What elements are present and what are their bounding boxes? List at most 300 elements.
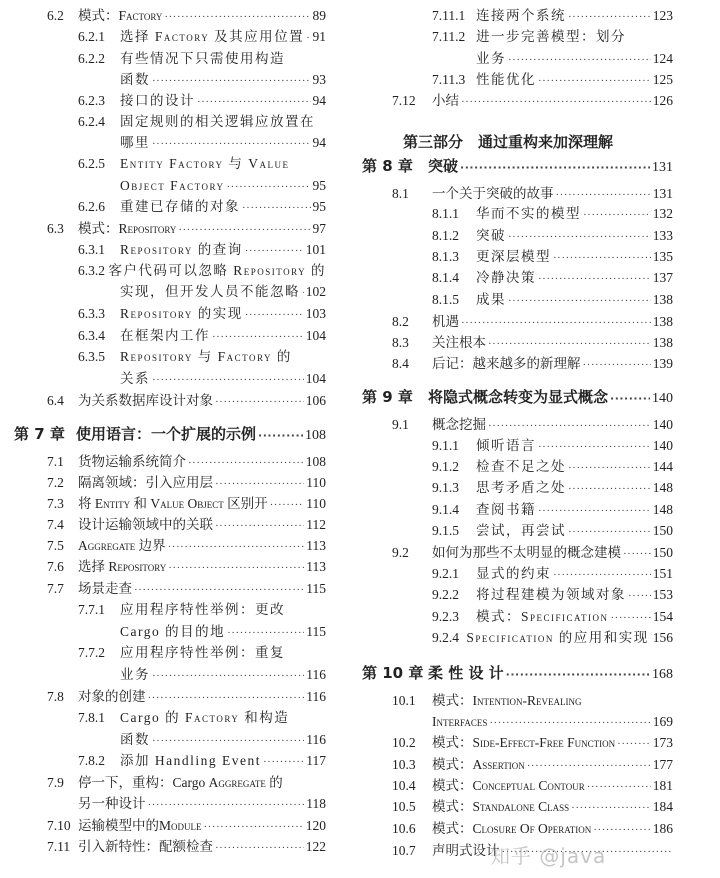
page-number: 184 <box>652 799 673 814</box>
section-title: 模式：Repository <box>78 221 177 236</box>
dot-leader <box>168 536 305 557</box>
section-title: 成果 <box>476 292 506 307</box>
page-number: 140 <box>652 438 673 453</box>
section-title: 隔离领域：引入应用层 <box>78 475 213 490</box>
toc-entry[interactable] <box>47 391 326 412</box>
toc-entry[interactable] <box>120 730 326 751</box>
dot-leader <box>227 176 311 197</box>
section-number: 8.2 <box>392 314 409 329</box>
page-number: 91 <box>312 29 326 44</box>
dot-leader <box>538 436 651 457</box>
section-title: Repository 的查询 <box>120 242 243 257</box>
page-number: 93 <box>312 72 326 87</box>
section-title: 模式：Closure Of Operation <box>432 821 592 836</box>
toc-entry[interactable] <box>47 473 326 494</box>
dot-leader <box>215 837 304 858</box>
toc-entry[interactable] <box>432 436 673 457</box>
toc-entry[interactable] <box>78 347 326 367</box>
section-number: 7.7.2 <box>78 645 105 660</box>
watermark: 知乎 @java <box>490 844 607 868</box>
page-number: 169 <box>652 714 673 729</box>
page-number: 110 <box>306 475 326 490</box>
page-number: 138 <box>652 292 673 307</box>
section-title: 冷静决策 <box>476 270 536 285</box>
section-title: 关系 <box>120 371 150 386</box>
toc-chapter-entry[interactable] <box>362 663 673 685</box>
section-number: 第 9 章 <box>362 388 413 406</box>
page-number: 94 <box>312 93 326 108</box>
toc-entry[interactable] <box>120 622 326 643</box>
dot-leader <box>245 304 304 325</box>
toc-entry[interactable] <box>476 49 673 70</box>
page-number: 95 <box>312 178 326 193</box>
page-number: 138 <box>652 335 673 350</box>
dot-leader <box>571 797 651 818</box>
section-title: 场景走查 <box>78 581 132 596</box>
section-number: 第 8 章 <box>362 157 413 175</box>
section-title: 选择 Repository <box>78 559 167 574</box>
page-number: 118 <box>306 796 326 811</box>
section-title: 引入新特性：配额检查 <box>78 839 213 854</box>
page-number: 115 <box>306 624 326 639</box>
toc-entry[interactable] <box>392 733 673 754</box>
page-number: 104 <box>305 328 326 343</box>
dot-leader <box>461 312 651 333</box>
section-number: 7.3 <box>47 496 64 511</box>
toc-entry[interactable] <box>392 333 673 354</box>
toc-entry[interactable] <box>78 197 326 218</box>
section-title: 声明式设计 <box>432 843 500 858</box>
toc-entry[interactable] <box>392 755 673 776</box>
section-title: 将 Entity 和 Value Object 区别开 <box>78 496 268 511</box>
dot-leader <box>488 333 651 354</box>
dot-leader <box>168 557 304 578</box>
dot-leader <box>215 515 304 536</box>
dot-leader <box>583 204 651 225</box>
dot-leader <box>152 70 311 91</box>
section-title: 停一下，重构：Cargo Aggregate 的 <box>78 775 283 790</box>
toc-entry[interactable] <box>78 240 326 261</box>
toc-entry[interactable] <box>47 515 326 536</box>
toc-entry[interactable] <box>78 326 326 347</box>
section-number: 7.8.1 <box>78 710 105 725</box>
section-title: 为关系数据库设计对象 <box>78 393 213 408</box>
toc-entry[interactable] <box>432 6 673 27</box>
section-title: 柔 性 设 计 <box>428 664 504 682</box>
dot-leader <box>553 564 651 585</box>
section-title: 哪里 <box>120 135 150 150</box>
section-title: 将过程建模为领域对象 <box>476 587 626 602</box>
page-number: 115 <box>306 581 326 596</box>
section-number: 9.2.1 <box>432 566 459 581</box>
dot-leader <box>538 500 651 521</box>
page-number: 102 <box>305 284 326 299</box>
dot-leader <box>188 452 304 473</box>
toc-entry[interactable] <box>78 643 326 663</box>
toc-entry[interactable] <box>47 773 326 793</box>
dot-leader <box>215 391 304 412</box>
toc-entry[interactable] <box>392 797 673 818</box>
page-number: 113 <box>306 559 326 574</box>
toc-entry[interactable] <box>432 628 673 649</box>
toc-entry[interactable] <box>392 819 673 840</box>
toc-entry[interactable] <box>78 751 326 772</box>
dot-leader <box>148 687 305 708</box>
dot-leader <box>164 6 310 27</box>
toc-entry[interactable] <box>432 500 673 521</box>
section-number: 10.2 <box>392 735 416 750</box>
toc-entry[interactable] <box>432 457 673 478</box>
toc-entry[interactable] <box>392 354 673 375</box>
section-title: 如何为那些不太明显的概念建模 <box>432 545 621 560</box>
page-number: 108 <box>305 454 326 469</box>
section-title: 模式：Assertion <box>432 757 525 772</box>
part-heading: 第三部分 通过重构来加深理解 <box>403 133 614 151</box>
toc-entry[interactable] <box>432 521 673 542</box>
section-title: 接口的设计 <box>120 93 195 108</box>
section-number: 6.3.3 <box>78 306 105 321</box>
toc-entry[interactable] <box>120 133 326 154</box>
section-title: Cargo 的目的地 <box>120 624 226 639</box>
dot-leader <box>152 133 311 154</box>
page-number: 133 <box>652 228 673 243</box>
dot-leader <box>508 49 651 70</box>
toc-entry[interactable] <box>47 579 326 600</box>
page-number: 104 <box>305 371 326 386</box>
toc-entry[interactable] <box>432 247 673 268</box>
toc-entry[interactable] <box>47 837 326 858</box>
toc-entry[interactable] <box>78 49 326 69</box>
section-title: 对象的创建 <box>78 689 146 704</box>
section-title: Object Factory <box>120 178 225 193</box>
toc-entry[interactable] <box>47 494 326 515</box>
toc-entry[interactable] <box>120 282 326 303</box>
toc-entry[interactable] <box>47 452 326 473</box>
page-number: 140 <box>652 417 673 432</box>
toc-entry[interactable] <box>432 290 673 311</box>
section-number: 9.1.4 <box>432 502 459 517</box>
page-number: 137 <box>652 270 673 285</box>
section-title: Interfaces <box>432 714 488 729</box>
toc-entry[interactable] <box>432 712 673 733</box>
section-number: 7.7 <box>47 581 64 596</box>
toc-entry[interactable] <box>392 691 673 711</box>
toc-entry[interactable] <box>78 794 326 815</box>
section-number: 9.2.2 <box>432 587 459 602</box>
section-number: 9.2.3 <box>432 609 459 624</box>
section-title: 思考矛盾之处 <box>476 480 566 495</box>
dot-leader <box>593 819 650 840</box>
toc-chapter-entry[interactable] <box>14 424 326 446</box>
section-title: 固定规则的相关逻辑应放置在 <box>120 114 315 129</box>
section-number: 7.10 <box>47 818 71 833</box>
dot-leader <box>460 156 650 178</box>
page-number: 140 <box>652 391 673 406</box>
toc-entry[interactable] <box>120 369 326 390</box>
section-title: 突破 <box>428 157 459 175</box>
page-number: 156 <box>652 630 673 645</box>
page-number: 123 <box>652 8 673 23</box>
dot-leader <box>215 473 304 494</box>
toc-entry[interactable] <box>78 708 326 728</box>
toc-entry[interactable] <box>78 154 326 174</box>
toc-entry[interactable] <box>47 219 326 240</box>
section-number: 9.1.3 <box>432 480 459 495</box>
page-number: 106 <box>305 393 326 408</box>
page-number: 181 <box>652 778 673 793</box>
page-number: 138 <box>652 314 673 329</box>
dot-leader <box>204 816 304 837</box>
dot-leader <box>197 91 311 112</box>
toc-entry[interactable] <box>47 687 326 708</box>
toc-entry[interactable] <box>432 564 673 585</box>
section-number: 7.7.1 <box>78 602 105 617</box>
page-number: 125 <box>652 72 673 87</box>
section-number: 6.2.2 <box>78 51 105 66</box>
section-title: 查阅书籍 <box>476 502 536 517</box>
section-number: 10.4 <box>392 778 416 793</box>
section-number: 9.1.1 <box>432 438 459 453</box>
section-number: 6.3.2 <box>78 263 105 278</box>
section-number: 9.1 <box>392 417 409 432</box>
toc-entry[interactable] <box>432 478 673 499</box>
page-number: 186 <box>652 821 673 836</box>
section-title: Entity Factory 与 Value <box>120 156 290 171</box>
section-title: 模式：Factory <box>78 8 163 23</box>
section-title: 模式：Specification <box>476 609 609 624</box>
dot-leader <box>568 478 651 499</box>
section-title: 关注根本 <box>432 335 486 350</box>
toc-entry[interactable] <box>78 600 326 620</box>
section-title: 检查不足之处 <box>476 459 566 474</box>
page-number: 168 <box>652 667 673 682</box>
dot-leader <box>270 494 305 515</box>
section-number: 7.6 <box>47 559 64 574</box>
toc-entry[interactable] <box>78 304 326 325</box>
section-number: 6.3.4 <box>78 328 105 343</box>
dot-leader <box>263 751 304 772</box>
section-title: 性能优化 <box>476 72 536 87</box>
section-number: 10.3 <box>392 757 416 772</box>
dot-leader <box>152 730 304 751</box>
section-number: 7.9 <box>47 775 64 790</box>
section-title: 进一步完善模型：划分 <box>476 29 626 44</box>
dot-leader <box>302 282 304 303</box>
section-number: 6.2.5 <box>78 156 105 171</box>
section-number: 8.1.1 <box>432 206 459 221</box>
section-number: 6.2.3 <box>78 93 105 108</box>
section-title: 一个关于突破的故事 <box>432 186 554 201</box>
dot-leader <box>568 521 651 542</box>
toc-entry[interactable] <box>120 70 326 91</box>
page-number: 131 <box>652 186 673 201</box>
dot-leader <box>538 268 651 289</box>
page-number: 116 <box>306 732 326 747</box>
toc-entry[interactable] <box>47 6 326 27</box>
page-number: 150 <box>652 523 673 538</box>
section-number: 6.2.1 <box>78 29 105 44</box>
section-title: 设计运输领域中的关联 <box>78 517 213 532</box>
toc-entry[interactable] <box>432 226 673 247</box>
section-number: 7.11.2 <box>432 29 466 44</box>
dot-leader <box>611 607 651 628</box>
page-number: 151 <box>652 566 673 581</box>
section-title: 显式的约束 <box>476 566 551 581</box>
page-number: 116 <box>306 667 326 682</box>
section-number: 6.3.5 <box>78 349 105 364</box>
section-title: 应用程序特性举例：重复 <box>120 645 285 660</box>
section-title: 倾听语言 <box>476 438 536 453</box>
section-title: 更深层模型 <box>476 249 551 264</box>
section-number: 10.1 <box>392 693 416 708</box>
page-number: 144 <box>652 459 673 474</box>
toc-entry[interactable] <box>432 70 673 91</box>
dot-leader <box>245 240 304 261</box>
toc-entry[interactable] <box>47 816 326 837</box>
section-title: 运输模型中的Module <box>78 818 202 833</box>
dot-leader <box>148 794 305 815</box>
dot-leader <box>568 6 651 27</box>
section-title: 另一种设计 <box>78 796 146 811</box>
section-number: 7.12 <box>392 93 416 108</box>
section-title: 业务 <box>476 51 506 66</box>
section-number: 7.11.3 <box>432 72 466 87</box>
section-number: 10.7 <box>392 843 416 858</box>
section-title: 重建已存储的对象 <box>120 199 240 214</box>
dot-leader <box>306 27 310 48</box>
toc-entry[interactable] <box>78 91 326 112</box>
page-number: 148 <box>652 502 673 517</box>
page-number: 116 <box>306 689 326 704</box>
page-number: 153 <box>652 587 673 602</box>
section-title: 模式：Conceptual Contour <box>432 778 585 793</box>
toc-entry[interactable] <box>392 184 673 205</box>
page-number: 124 <box>652 51 673 66</box>
toc-entry[interactable] <box>392 415 673 436</box>
toc-entry[interactable] <box>47 536 326 557</box>
section-title: Specification 的应用和实现 <box>466 630 649 645</box>
section-title: 函数 <box>120 72 150 87</box>
dot-leader <box>508 290 651 311</box>
toc-entry[interactable] <box>432 607 673 628</box>
section-title: 业务 <box>120 667 150 682</box>
page-number: 103 <box>305 306 326 321</box>
page-number: 108 <box>305 428 326 443</box>
section-title: 华而不实的模型 <box>476 206 581 221</box>
section-number: 7.8 <box>47 689 64 704</box>
toc-entry[interactable] <box>392 543 673 564</box>
dot-leader <box>628 585 651 606</box>
section-number: 8.1.4 <box>432 270 459 285</box>
section-title: Aggregate 边界 <box>78 538 166 553</box>
toc-entry[interactable] <box>78 27 326 48</box>
section-title: 模式：Standalone Class <box>432 799 570 814</box>
page-number: 126 <box>652 93 673 108</box>
page-number: 110 <box>306 496 326 511</box>
section-title: 函数 <box>120 732 150 747</box>
page-number: 150 <box>652 545 673 560</box>
toc-entry[interactable] <box>432 585 673 606</box>
page-number: 113 <box>306 538 326 553</box>
section-title: 后记：越来越多的新理解 <box>432 356 581 371</box>
dot-leader <box>152 369 304 390</box>
section-number: 9.2 <box>392 545 409 560</box>
section-number: 8.1.5 <box>432 292 459 307</box>
section-title: 将隐式概念转变为显式概念 <box>428 388 609 406</box>
section-number: 第 7 章 <box>14 425 65 443</box>
section-number: 8.1.2 <box>432 228 459 243</box>
toc-entry[interactable] <box>47 557 326 578</box>
page-number: 132 <box>652 206 673 221</box>
toc-chapter-entry[interactable] <box>362 156 673 178</box>
toc-chapter-entry[interactable] <box>362 387 673 409</box>
dot-leader <box>556 184 651 205</box>
section-number: 6.2.4 <box>78 114 105 129</box>
dot-leader <box>506 663 650 685</box>
section-number: 10.5 <box>392 799 416 814</box>
section-number: 10.6 <box>392 821 416 836</box>
toc-entry[interactable] <box>120 665 326 686</box>
dot-leader <box>488 415 651 436</box>
toc-entry[interactable] <box>392 312 673 333</box>
page-number: 122 <box>305 839 326 854</box>
section-title: 连接两个系统 <box>476 8 566 23</box>
page-number: 154 <box>652 609 673 624</box>
dot-leader <box>583 354 651 375</box>
page-number: 112 <box>306 517 326 532</box>
section-title: 货物运输系统简介 <box>78 454 186 469</box>
toc-entry[interactable] <box>432 27 673 47</box>
page-number: 139 <box>652 356 673 371</box>
toc-entry[interactable] <box>120 176 326 197</box>
dot-leader <box>461 91 651 112</box>
section-number: 7.11 <box>47 839 71 854</box>
page-number: 89 <box>312 8 326 23</box>
section-title: 模式：Side-Effect-Free Function <box>432 735 616 750</box>
toc-entry[interactable] <box>78 112 326 132</box>
section-number: 6.2.6 <box>78 199 105 214</box>
page-number: 117 <box>306 753 326 768</box>
section-title: 小结 <box>432 93 459 108</box>
dot-leader <box>610 387 650 409</box>
page-number: 97 <box>312 221 326 236</box>
dot-leader <box>489 712 650 733</box>
section-number: 9.1.2 <box>432 459 459 474</box>
page-number: 131 <box>652 160 673 175</box>
section-number: 8.4 <box>392 356 409 371</box>
section-number: 7.2 <box>47 475 64 490</box>
dot-leader <box>527 755 651 776</box>
section-title: 选择 Factory 及其应用位置 <box>120 29 305 44</box>
section-number: 9.2.4 <box>432 630 459 645</box>
toc-entry[interactable] <box>392 776 673 797</box>
section-title: Repository 的实现 <box>120 306 243 321</box>
toc-entry[interactable] <box>392 91 673 112</box>
dot-leader <box>152 665 304 686</box>
section-number: 9.1.5 <box>432 523 459 538</box>
dot-leader <box>617 733 651 754</box>
section-number: 7.5 <box>47 538 64 553</box>
section-title: 使用语言：一个扩展的示例 <box>76 425 257 443</box>
dot-leader <box>212 326 304 347</box>
page-number: 101 <box>305 242 326 257</box>
section-title: 有些情况下只需使用构造 <box>120 51 285 66</box>
toc-entry[interactable] <box>432 268 673 289</box>
section-title: 模式：Intention-Revealing <box>432 693 582 708</box>
toc-entry[interactable] <box>78 261 326 281</box>
toc-entry[interactable] <box>432 204 673 225</box>
dot-leader <box>538 70 651 91</box>
